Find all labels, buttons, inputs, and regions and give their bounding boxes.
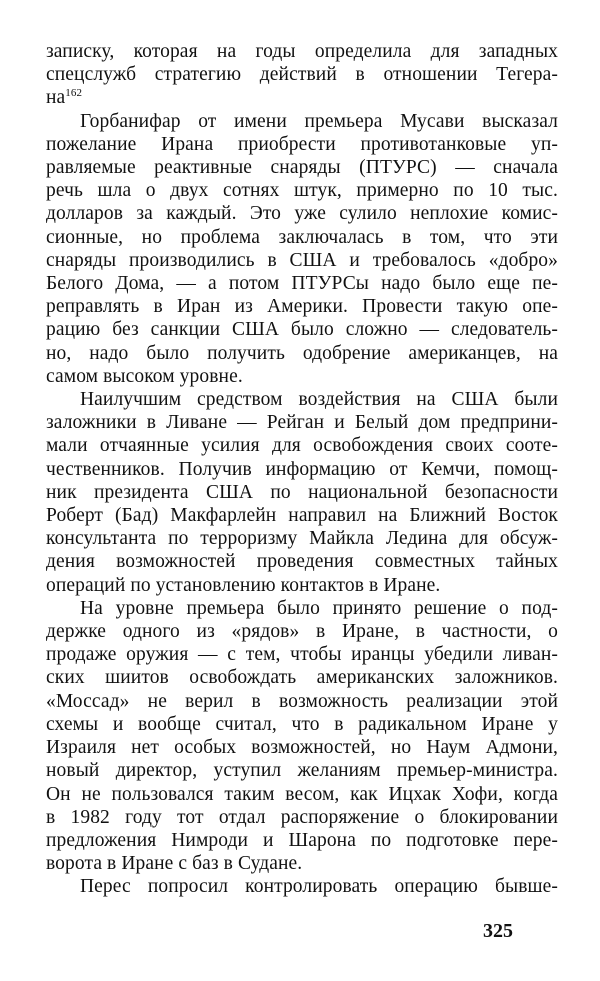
text-line: самом высоком уровне. — [46, 365, 243, 387]
paragraph — [46, 388, 558, 597]
text-line: На уровне премьера было принято решение о под- — [80, 597, 558, 619]
text-line: схемы и вообще считал, что в радикальном Иране у — [46, 713, 558, 735]
text-line: Роберт (Бад) Макфарлейн направил на Ближний Восток — [46, 505, 558, 527]
text-line: речь шла о двух сотнях штук, примерно по 10 тыс. — [46, 180, 558, 202]
paragraph — [46, 110, 558, 388]
text-line: равляемые реактивные снаряды (ПТУРС) — сначала — [46, 157, 558, 179]
text-line: новый директор, уступил желаниям премьер-министра. — [46, 760, 558, 782]
paragraph — [46, 597, 558, 875]
body-text — [46, 40, 558, 899]
text-line: Горбанифар от имени премьера Мусави высказал — [80, 110, 558, 132]
text-line: но, надо было получить одобрение американцев, на — [46, 342, 558, 364]
text-line: рацию без санкции США было сложно — следователь- — [46, 319, 558, 341]
text-line: мали отчаянные усилия для освобождения своих соотe- — [46, 435, 558, 457]
text-line: $на^{162}$ — [46, 87, 83, 109]
text-line: «Моссад» не верил в возможность реализации этой — [46, 690, 558, 712]
text-line: записку, которая на годы определила для западных — [46, 41, 558, 62]
footnote-reference[interactable]: 162 — [65, 87, 83, 100]
text-line: снаряды производились в США и требовалось «добро» — [46, 249, 558, 271]
paragraph — [46, 875, 558, 898]
text-line: долларов за каждый. Это уже сулило неплохие комис- — [46, 203, 558, 225]
text-line: ских шиитов освобождать американских заложников. — [46, 667, 558, 689]
text-line: Наилучшим средством воздействия на США были — [80, 389, 558, 411]
text-line: Он не пользовался таким весом, как Ицхак Хофи, когда — [46, 783, 558, 805]
text-line: Израиля нет особых возможностей, но Наум Адмони, — [46, 737, 558, 759]
text-line: держке одного из «рядов» в Иране, в частности, о — [46, 621, 558, 643]
text-line: предложения Нимроди и Шарона по подготовке пере- — [46, 829, 558, 851]
text-line: продаже оружия — с тем, чтобы иранцы убедили ливан- — [46, 644, 558, 666]
text-line: Перес попросил контролировать операцию бывше- — [80, 876, 558, 898]
text-line: консультанта по терроризму Майкла Ледина для обсуж- — [46, 528, 558, 550]
text-line: ник президента США по национальной безопасности — [46, 481, 558, 503]
text-line: спецслужб стратегию действий в отношении Тегера- — [46, 64, 558, 86]
text-line: сионные, но проблема заключалась в том, что эти — [46, 226, 558, 248]
text-line: пожелание Ирана приобрести противотанковые уп- — [46, 133, 558, 155]
text-line: операций по установлению контактов в Иране. — [46, 574, 441, 596]
text-line: дения возможностей проведения совместных тайных — [46, 551, 558, 573]
text-line: Белого Дома, — а потом ПТУРСы надо было еще пе- — [46, 273, 558, 295]
text-line: чественников. Получив информацию от Кемчи, помощ- — [46, 458, 558, 480]
text-line: ворота в Иране с баз в Судане. — [46, 853, 303, 875]
text-line: в 1982 году тот отдал распоряжение о блокировании — [46, 806, 558, 828]
page-number: 325 — [483, 920, 513, 942]
text-line: заложники в Ливане — Рейган и Белый дом предприни- — [46, 412, 558, 434]
paragraph — [46, 40, 558, 110]
text-line: реправлять в Иран из Америки. Провести такую опе- — [46, 296, 558, 318]
